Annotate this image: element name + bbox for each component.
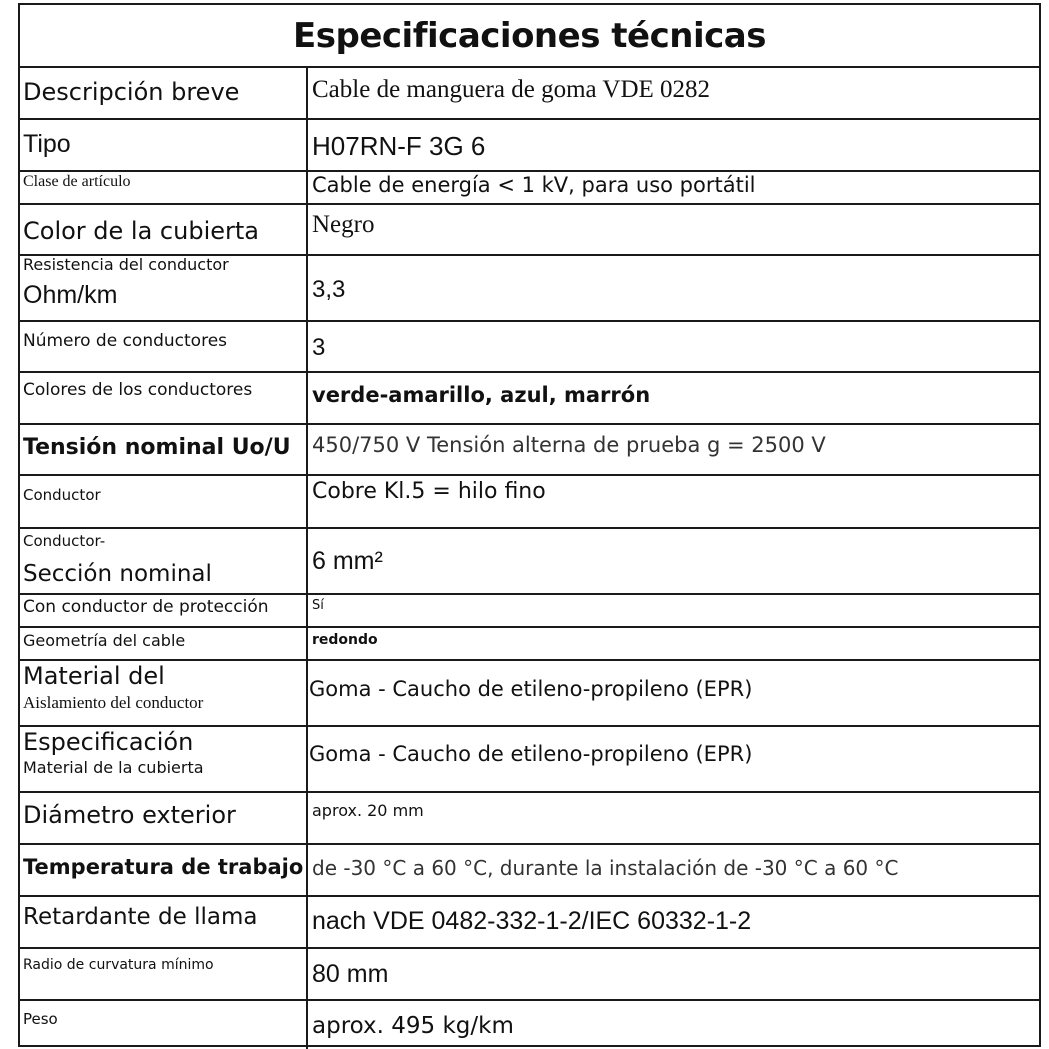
table-row xyxy=(20,628,1039,661)
row-label: Color de la cubierta xyxy=(20,205,308,254)
row-value: de -30 °C a 60 °C, durante la instalación de -30 °C a 60 °C xyxy=(312,856,899,880)
row-value: Cobre Kl.5 = hilo fino xyxy=(312,479,546,504)
row-value: nach VDE 0482-332-1-2/IEC 60332-1-2 xyxy=(312,907,752,935)
table-row xyxy=(20,897,1039,949)
row-value: aprox. 495 kg/km xyxy=(312,1013,514,1039)
table-row xyxy=(20,949,1039,1001)
row-label: Material del Aislamiento del conductor xyxy=(20,661,308,725)
table-row xyxy=(20,476,1039,529)
row-label: Tipo xyxy=(20,120,308,170)
row-value: Cable de manguera de goma VDE 0282 xyxy=(312,76,711,103)
table-row xyxy=(20,529,1039,595)
table-row xyxy=(20,373,1039,425)
row-value: verde-amarillo, azul, marrón xyxy=(312,383,651,407)
row-label: Con conductor de protección xyxy=(20,595,308,626)
row-label: Radio de curvatura mínimo xyxy=(20,949,308,999)
row-label: Geometría del cable xyxy=(20,628,308,659)
table-row xyxy=(20,1001,1039,1049)
row-value: 6 mm² xyxy=(312,547,383,575)
row-value: Goma - Caucho de etileno-propileno (EPR) xyxy=(309,742,753,766)
table-row xyxy=(20,793,1039,845)
row-label: Conductor xyxy=(20,476,308,527)
table-row xyxy=(20,322,1039,373)
table-row xyxy=(20,661,1039,727)
row-label: Conductor- Sección nominal xyxy=(20,529,308,593)
row-value: redondo xyxy=(312,632,378,648)
table-row xyxy=(20,425,1039,476)
row-label: Diámetro exterior xyxy=(20,793,308,843)
row-label: Tensión nominal Uo/U xyxy=(20,425,308,474)
table-row xyxy=(20,172,1039,205)
row-label: Descripción breve xyxy=(20,68,308,118)
spec-table xyxy=(18,3,1041,1047)
row-label: Peso xyxy=(20,1001,308,1049)
table-row xyxy=(20,68,1039,120)
table-title: Especificaciones técnicas xyxy=(20,5,1039,68)
row-value: 80 mm xyxy=(312,960,389,988)
row-value: Negro xyxy=(312,211,375,238)
row-value: Sí xyxy=(312,598,324,613)
table-row xyxy=(20,256,1039,322)
table-row xyxy=(20,595,1039,628)
row-label: Clase de artículo xyxy=(20,172,308,203)
row-label: Colores de los conductores xyxy=(20,373,308,423)
table-row xyxy=(20,727,1039,793)
row-label: Temperatura de trabajo xyxy=(20,845,308,895)
row-value: Goma - Caucho de etileno-propileno (EPR) xyxy=(309,677,753,701)
table-row xyxy=(20,120,1039,172)
row-value: 450/750 V Tensión alterna de prueba g = 2500 V xyxy=(312,433,826,457)
row-label: Resistencia del conductor Ohm/km xyxy=(20,256,308,320)
table-row xyxy=(20,845,1039,897)
row-value: 3,3 xyxy=(312,276,346,303)
row-label: Número de conductores xyxy=(20,322,308,371)
row-label: Retardante de llama xyxy=(20,897,308,947)
table-row xyxy=(20,205,1039,256)
row-value: Cable de energía < 1 kV, para uso portátil xyxy=(312,173,756,197)
row-value: H07RN-F 3G 6 xyxy=(312,131,486,161)
row-value: 3 xyxy=(312,334,326,361)
row-value: aprox. 20 mm xyxy=(312,801,424,820)
row-label: Especificación Material de la cubierta xyxy=(20,727,308,791)
